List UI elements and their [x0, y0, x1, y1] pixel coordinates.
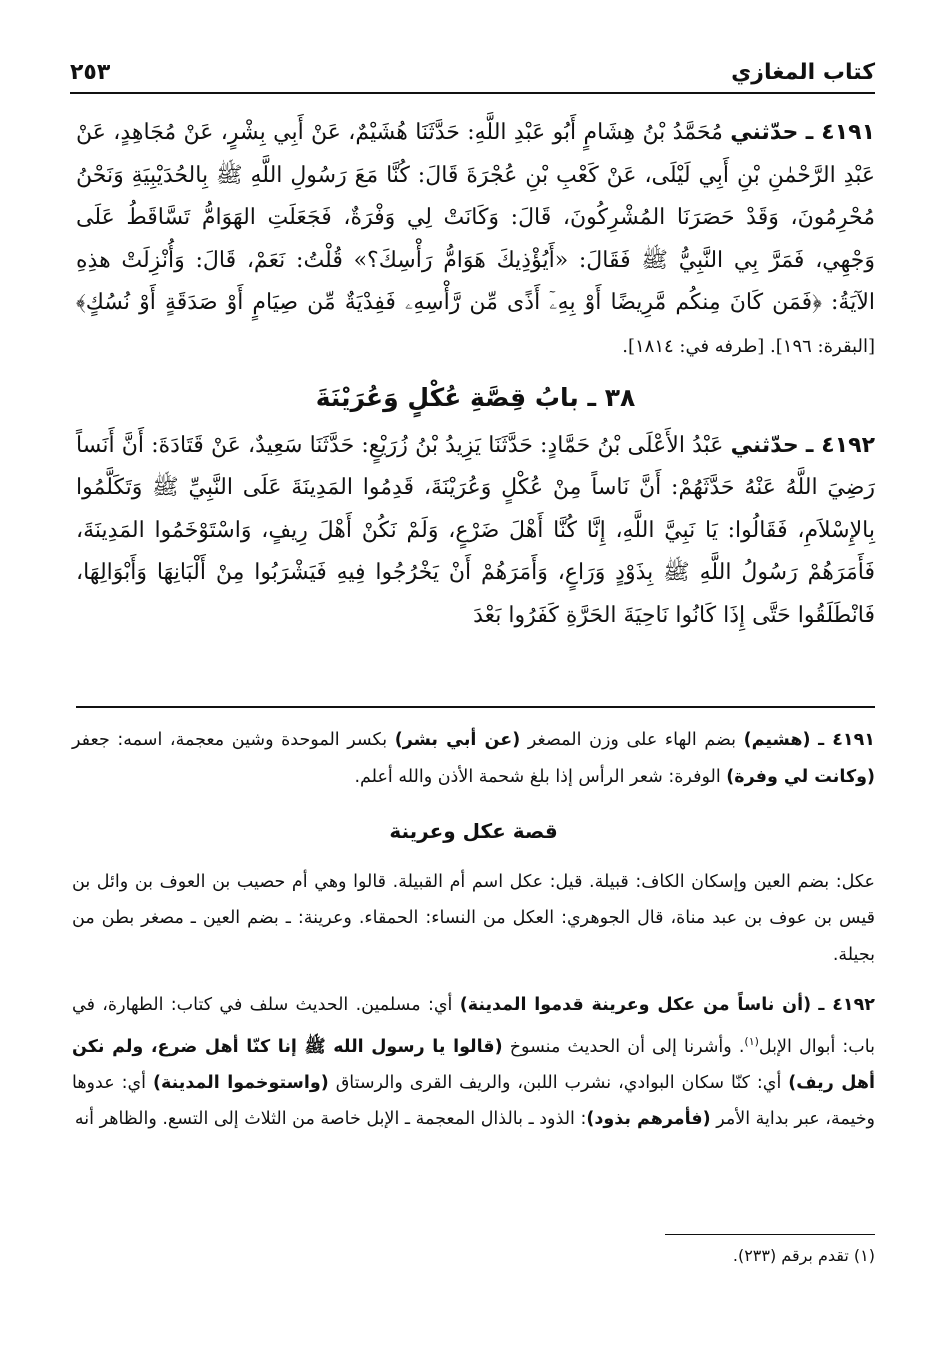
commentary-text: أي: عدوها وخيمة، عبر بداية الأمر	[72, 1072, 875, 1130]
book-title: كتاب المغازي	[731, 59, 875, 85]
footnote-divider	[665, 1234, 875, 1235]
commentary-text: بكسر الموحدة وشين معجمة، اسمه: جعفر	[72, 730, 388, 750]
commentary-term: (هشيم)	[743, 730, 811, 750]
hadith-reference: [البقرة: ١٩٦]. [طرفه في: ١٨١٤].	[622, 335, 875, 357]
footnote-text: تقدم برقم (٢٣٣).	[732, 1246, 849, 1265]
commentary-text: : الذود ـ بالذال المعجمة ـ الإبل خاصة من الثلاث إلى التسع. والظاهر أنه	[74, 1109, 587, 1130]
commentary-term: (وكانت لي وفرة)	[726, 766, 875, 787]
commentary	[72, 722, 875, 1138]
commentary-text: الوفرة: شعر الرأس إذا بلغ شحمة الأذن والله أعلم.	[354, 766, 721, 787]
hadith-text: مُحَمَّدُ بْنُ هِشَامٍ أَبُو عَبْدِ اللَّهِ: حَدَّثَنَا هُشَيْمٌ، عَنْ أَبِي بِشْرٍ، عَنْ مُجَاهِدٍ، عَنْ عَبْدِ الرَّحْمٰنِ بْنِ أَبِي لَيْلَى، عَنْ كَعْبِ بْنِ عُجْرَةَ قَالَ: كُنَّا مَعَ رَسُولِ اللَّهِ ﷺ بِالحُدَيْبِيَةِ وَنَحْنُ مُحْرِمُونَ، وَقَدْ حَصَرَنَا المُشْرِكُونَ، قَالَ: وَكَانَتْ لِي وَفْرَةٌ، فَجَعَلَتِ الهَوَامُّ تَسَّاقَطُ عَلَى وَجْهِي، فَمَرَّ بِي النَّبِيُّ ﷺ فَقَالَ: «أَيُؤْذِيكَ هَوَامُّ رَأْسِكَ؟» قُلْتُ: نَعَمْ، قَالَ: وَأُنْزِلَتْ هذِهِ الآيَةُ:	[76, 120, 875, 316]
footnote	[475, 1246, 875, 1265]
commentary-4192	[72, 987, 875, 1138]
hadith-number: ٤١٩٢ ـ	[805, 432, 875, 458]
hadith-text: عَبْدُ الأَعْلَى بْنُ حَمَّادٍ: حَدَّثَنَا يَزِيدُ بْنُ زُرَيْعٍ: حَدَّثَنَا سَعِيدٌ، عَنْ قَتَادَةَ: أَنَّ أَنَساً رَضِيَ اللَّهُ عَنْهُ حَدَّثَهُمْ: أَنَّ نَاساً مِنْ عُكْلٍ وَعُرَيْنَةَ، قَدِمُوا المَدِينَةَ عَلَى النَّبِيِّ ﷺ وَتَكَلَّمُوا بِالإِسْلاَمِ، فَقَالُوا: يَا نَبِيَّ اللَّهِ، إِنَّا كُنَّا أَهْلَ ضَرْعٍ، وَلَمْ نَكُنْ أَهْلَ رِيفٍ، وَاسْتَوْخَمُوا المَدِينَةَ، فَأَمَرَهُمْ رَسُولُ اللَّهِ ﷺ بِذَوْدٍ وَرَاعٍ، وَأَمَرَهُمْ أَنْ يَخْرُجُوا فِيهِ فَيَشْرَبُوا مِنْ أَلْبَانِهَا وَأَبْوَالِهَا، فَانْطَلَقُوا حَتَّى إِذَا كَانُوا نَاحِيَةَ الحَرَّةِ كَفَرُوا بَعْدَ	[76, 432, 875, 628]
chapter-heading: ٣٨ ـ بابُ قِصَّةِ عُكْلٍ وَعُرَيْنَةَ	[315, 382, 636, 412]
hadith-number: ٤١٩١ ـ	[805, 120, 875, 145]
hadith-haddathani: حدّثني	[730, 432, 799, 458]
commentary-term: (أن ناساً من عكل وعرينة قدموا المدينة)	[459, 995, 812, 1015]
commentary-ukl: عكل: بضم العين وإسكان الكاف: قبيلة. قيل: عكل اسم أم القبيلة. قالوا وهي أم حصيب بن العوف بن وائل بن قيس بن عوف بن عبد مناة، قال الجوهري: العكل من النساء: الحمقاء. وعرينة: ـ بضم العين ـ مصغر بطن من بجيلة.	[72, 871, 875, 965]
main-text	[76, 112, 875, 638]
commentary-number: ٤١٩١ ـ	[818, 730, 875, 750]
hadith-4192	[76, 425, 875, 638]
commentary-text: بضم الهاء على وزن المصغر	[527, 730, 737, 750]
commentary-subheading: قصة عكل وعرينة	[389, 819, 558, 843]
commentary-term: (واستوخموا المدينة)	[153, 1072, 329, 1093]
commentary-term: (عن أبي بشر)	[394, 730, 521, 750]
commentary-text: أي: مسلمين. الحديث سلف في كتاب: الطهارة، في باب: أبوال الإبل	[72, 995, 875, 1057]
text-divider	[76, 706, 875, 708]
quran-verse: ﴿فَمَن كَانَ مِنكُم مَّرِيضًا أَوْ بِهِۦٓ أَذًى مِّن رَّأْسِهِۦ فَفِدْيَةٌ مِّن صِيَامٍ أَوْ صَدَقَةٍ أَوْ نُسُكٍ﴾	[76, 290, 822, 316]
commentary-number: ٤١٩٢ ـ	[818, 995, 875, 1015]
commentary-4191	[72, 722, 875, 795]
footnote-marker: (١)	[744, 1034, 759, 1048]
commentary-term: (فأمرهم بذود)	[586, 1109, 711, 1130]
commentary-term: (قالوا يا رسول الله ﷺ إنا كنّا أهل ضرع، ولم نكن أهل ريف)	[72, 1036, 875, 1093]
paragraph-gap	[72, 973, 875, 987]
hadith-haddathani: حدّثني	[730, 120, 799, 145]
page-header	[70, 52, 875, 94]
commentary-text: أي: كنّا سكان البوادي، نشرب اللبن، والريف القرى والرستاق	[335, 1072, 782, 1093]
hadith-4191	[76, 112, 875, 369]
page-number: ٢٥٣	[70, 59, 111, 85]
commentary-text: . وأشرنا إلى أن الحديث منسوخ	[509, 1036, 745, 1057]
footnote-number: (١)	[853, 1246, 875, 1265]
